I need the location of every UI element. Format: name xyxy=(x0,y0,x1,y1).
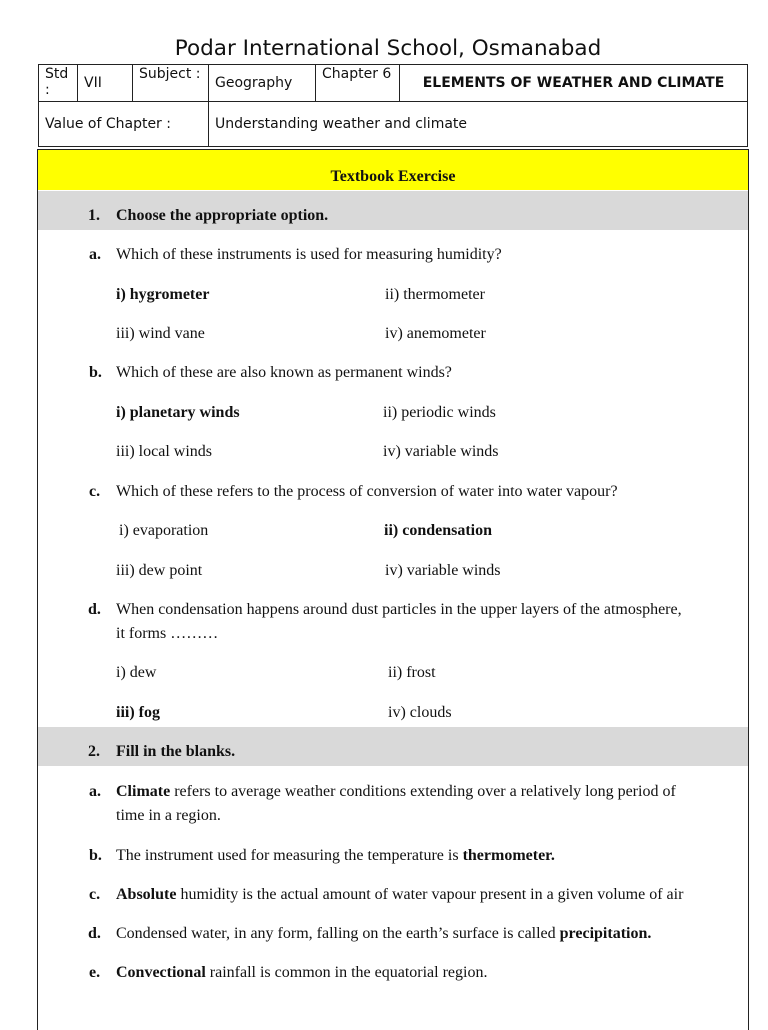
blank-letter: b. xyxy=(89,847,102,864)
blank-letter: e. xyxy=(89,964,101,981)
option: i) evaporation xyxy=(119,522,209,539)
blank-text: The instrument used for measuring the temperature is xyxy=(116,847,463,864)
question-letter: b. xyxy=(89,364,102,381)
blank-answer: precipitation. xyxy=(559,925,652,942)
option: ii) periodic winds xyxy=(383,404,496,421)
blank-text: Condensed water, in any form, falling on the earth’s surface is called xyxy=(116,925,560,942)
blank-item xyxy=(116,922,651,946)
option: i) dew xyxy=(116,664,157,681)
question-letter: c. xyxy=(89,483,101,500)
question-text: Which of these refers to the process of conversion of water into water vapour? xyxy=(116,483,618,500)
std-value: VII xyxy=(78,65,133,102)
question-text: Which of these are also known as permanent winds? xyxy=(116,364,452,381)
school-title: Podar International School, Osmanabad xyxy=(174,36,602,61)
blank-item xyxy=(116,844,555,868)
blank-text: rainfall is common in the equatorial region. xyxy=(205,964,488,981)
chapter-header-table xyxy=(38,64,748,147)
blank-answer: Absolute xyxy=(116,886,177,903)
option-correct: i) hygrometer xyxy=(116,286,210,303)
blank-text: refers to average weather conditions extending over a relatively long period of xyxy=(170,783,676,800)
blank-answer: Climate xyxy=(116,783,171,800)
subject-value: Geography xyxy=(209,65,316,102)
blank-answer: thermometer. xyxy=(462,847,555,864)
option: iii) dew point xyxy=(116,562,203,579)
option: ii) frost xyxy=(388,664,436,681)
std-label: Std : xyxy=(39,65,78,102)
blank-answer: Convectional xyxy=(116,964,206,981)
blank-item-line2: time in a region. xyxy=(116,807,221,824)
option: iii) wind vane xyxy=(116,325,205,342)
option: iv) anemometer xyxy=(385,325,486,342)
blank-letter: a. xyxy=(89,783,101,800)
option: ii) thermometer xyxy=(385,286,485,303)
section2-number: 2. xyxy=(88,743,100,760)
option: iv) clouds xyxy=(388,704,452,721)
option: iv) variable winds xyxy=(385,562,501,579)
question-text-line2: it forms ……… xyxy=(116,625,219,642)
exercise-title: Textbook Exercise xyxy=(330,168,456,185)
exercise-box xyxy=(37,149,749,1030)
blank-text: humidity is the actual amount of water vapour present in a given volume of air xyxy=(176,886,684,903)
blank-item xyxy=(116,961,487,985)
section1-heading: Choose the appropriate option. xyxy=(116,207,329,224)
chapter-label: Chapter 6 xyxy=(316,65,400,102)
section1-number: 1. xyxy=(88,207,100,224)
section2-heading: Fill in the blanks. xyxy=(116,743,236,760)
question-text-line1: When condensation happens around dust particles in the upper layers of the atmosphere, xyxy=(116,601,682,618)
blank-item xyxy=(116,883,683,907)
option: iii) local winds xyxy=(116,443,212,460)
option-correct: iii) fog xyxy=(116,704,160,721)
blank-item-line1 xyxy=(116,780,676,804)
question-letter: d. xyxy=(88,601,101,618)
question-letter: a. xyxy=(89,246,101,263)
option: iv) variable winds xyxy=(383,443,499,460)
chapter-title: ELEMENTS OF WEATHER AND CLIMATE xyxy=(400,65,748,102)
blank-letter: d. xyxy=(88,925,101,942)
value-label: Value of Chapter : xyxy=(39,102,209,147)
option-bold: ii) condensation xyxy=(384,522,493,539)
question-text: Which of these instruments is used for measuring humidity? xyxy=(116,246,502,263)
subject-label: Subject : xyxy=(133,65,209,102)
value-text: Understanding weather and climate xyxy=(209,102,748,147)
option-correct: i) planetary winds xyxy=(116,404,240,421)
blank-letter: c. xyxy=(89,886,101,903)
